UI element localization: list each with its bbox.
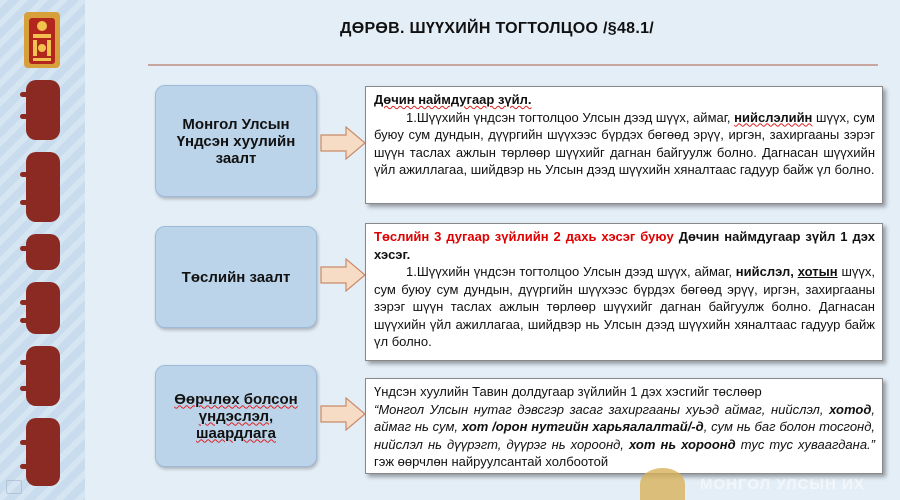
label-reasoning — [155, 365, 317, 467]
footer-seal-icon — [640, 468, 685, 500]
mongolian-script-vertical — [20, 80, 66, 500]
sidebar-panel — [0, 0, 85, 500]
label-line: Төслийн заалт — [181, 268, 291, 286]
label-line: үндэслэл, — [198, 407, 274, 425]
text-box-draft — [365, 223, 883, 361]
label-line: Монгол Улсын — [182, 115, 290, 133]
label-line: Үндсэн хуулийн — [176, 132, 296, 150]
right-arrow-icon — [320, 126, 366, 160]
text-box-reasoning — [365, 378, 883, 474]
right-arrow-icon — [320, 397, 366, 431]
slide-thumbnail-icon — [6, 480, 22, 494]
draft-heading: Төслийн 3 дугаар зүйлийн 2 дахь хэсэг буюу Дөчин наймдугаар зүйл 1 дэх хэсэг. — [374, 229, 875, 262]
article-heading: Дөчин наймдугаар зүйл. — [374, 92, 532, 107]
label-constitution-clause — [155, 85, 317, 197]
article-paragraph: 1.Шүүхийн үндсэн тогтолцоо Улсын дээд шүүх, аймаг, нийслэлийн шүүх, сум буюу сум дундын, дүүргийн шүүхээс бүрдэх бөгөөд эрүү, иргэн, захиргааны зэрэг шүүн таслах ажлын төрлөөр шүүхийг дагнан байгуулж болно. Дагнасан шүүхийн үйл ажиллагаа, шийдвэр нь Улсын дээд шүүхийн хяналтаас гадуур байж үл болно. — [374, 109, 875, 177]
footer-watermark: МОНГОЛ УЛСЫН ИХ — [700, 476, 865, 493]
label-line: шаардлага — [196, 424, 276, 442]
title-divider — [148, 64, 878, 66]
draft-paragraph: 1.Шүүхийн үндсэн тогтолцоо Улсын дээд шүүх, аймаг, нийслэл, хотын шүүх, сум буюу сум дундын, дүүргийн шүүхээс бүрдэх бөгөөд эрүү, иргэн, захиргааны зэрэг шүүн таслах ажлын төрлөөр шүүхийг дагнан байгуулж болно. Дагнасан шүүхийн үйл ажиллагаа, шийдвэр нь Улсын дээд шүүхийн хяналтаас гадуур байж үл болно. — [374, 264, 875, 349]
text-box-constitution — [365, 86, 883, 204]
page-title: ДӨРӨВ. ШҮҮХИЙН ТОГТОЛЦОО /§48.1/ — [340, 20, 655, 37]
label-draft-clause — [155, 226, 317, 328]
soyombo-emblem-icon — [20, 10, 64, 70]
label-line: заалт — [215, 149, 257, 167]
reasoning-quote: “Монгол Улсын нутаг дэвсгэр засаг захиргааны хуьэд аймаг, нийслэл, хотод, аймаг нь сум, хот /орон нутгийн харьяалалтай/-д, сум нь баг болон тосгонд, нийслэл нь дүүрэгт, дүүрэг нь хороонд, хот нь хороонд тус тус хуваагдана.” гэж өөрчлөн найруулсантай холбоотой — [374, 401, 876, 469]
label-line: Өөрчлөх болсон — [174, 390, 298, 408]
reasoning-intro: Үндсэн хуулийн Тавин долдугаар зүйлийн 1 дэх хэсгийг төслөөр — [374, 384, 762, 399]
right-arrow-icon — [320, 258, 366, 292]
